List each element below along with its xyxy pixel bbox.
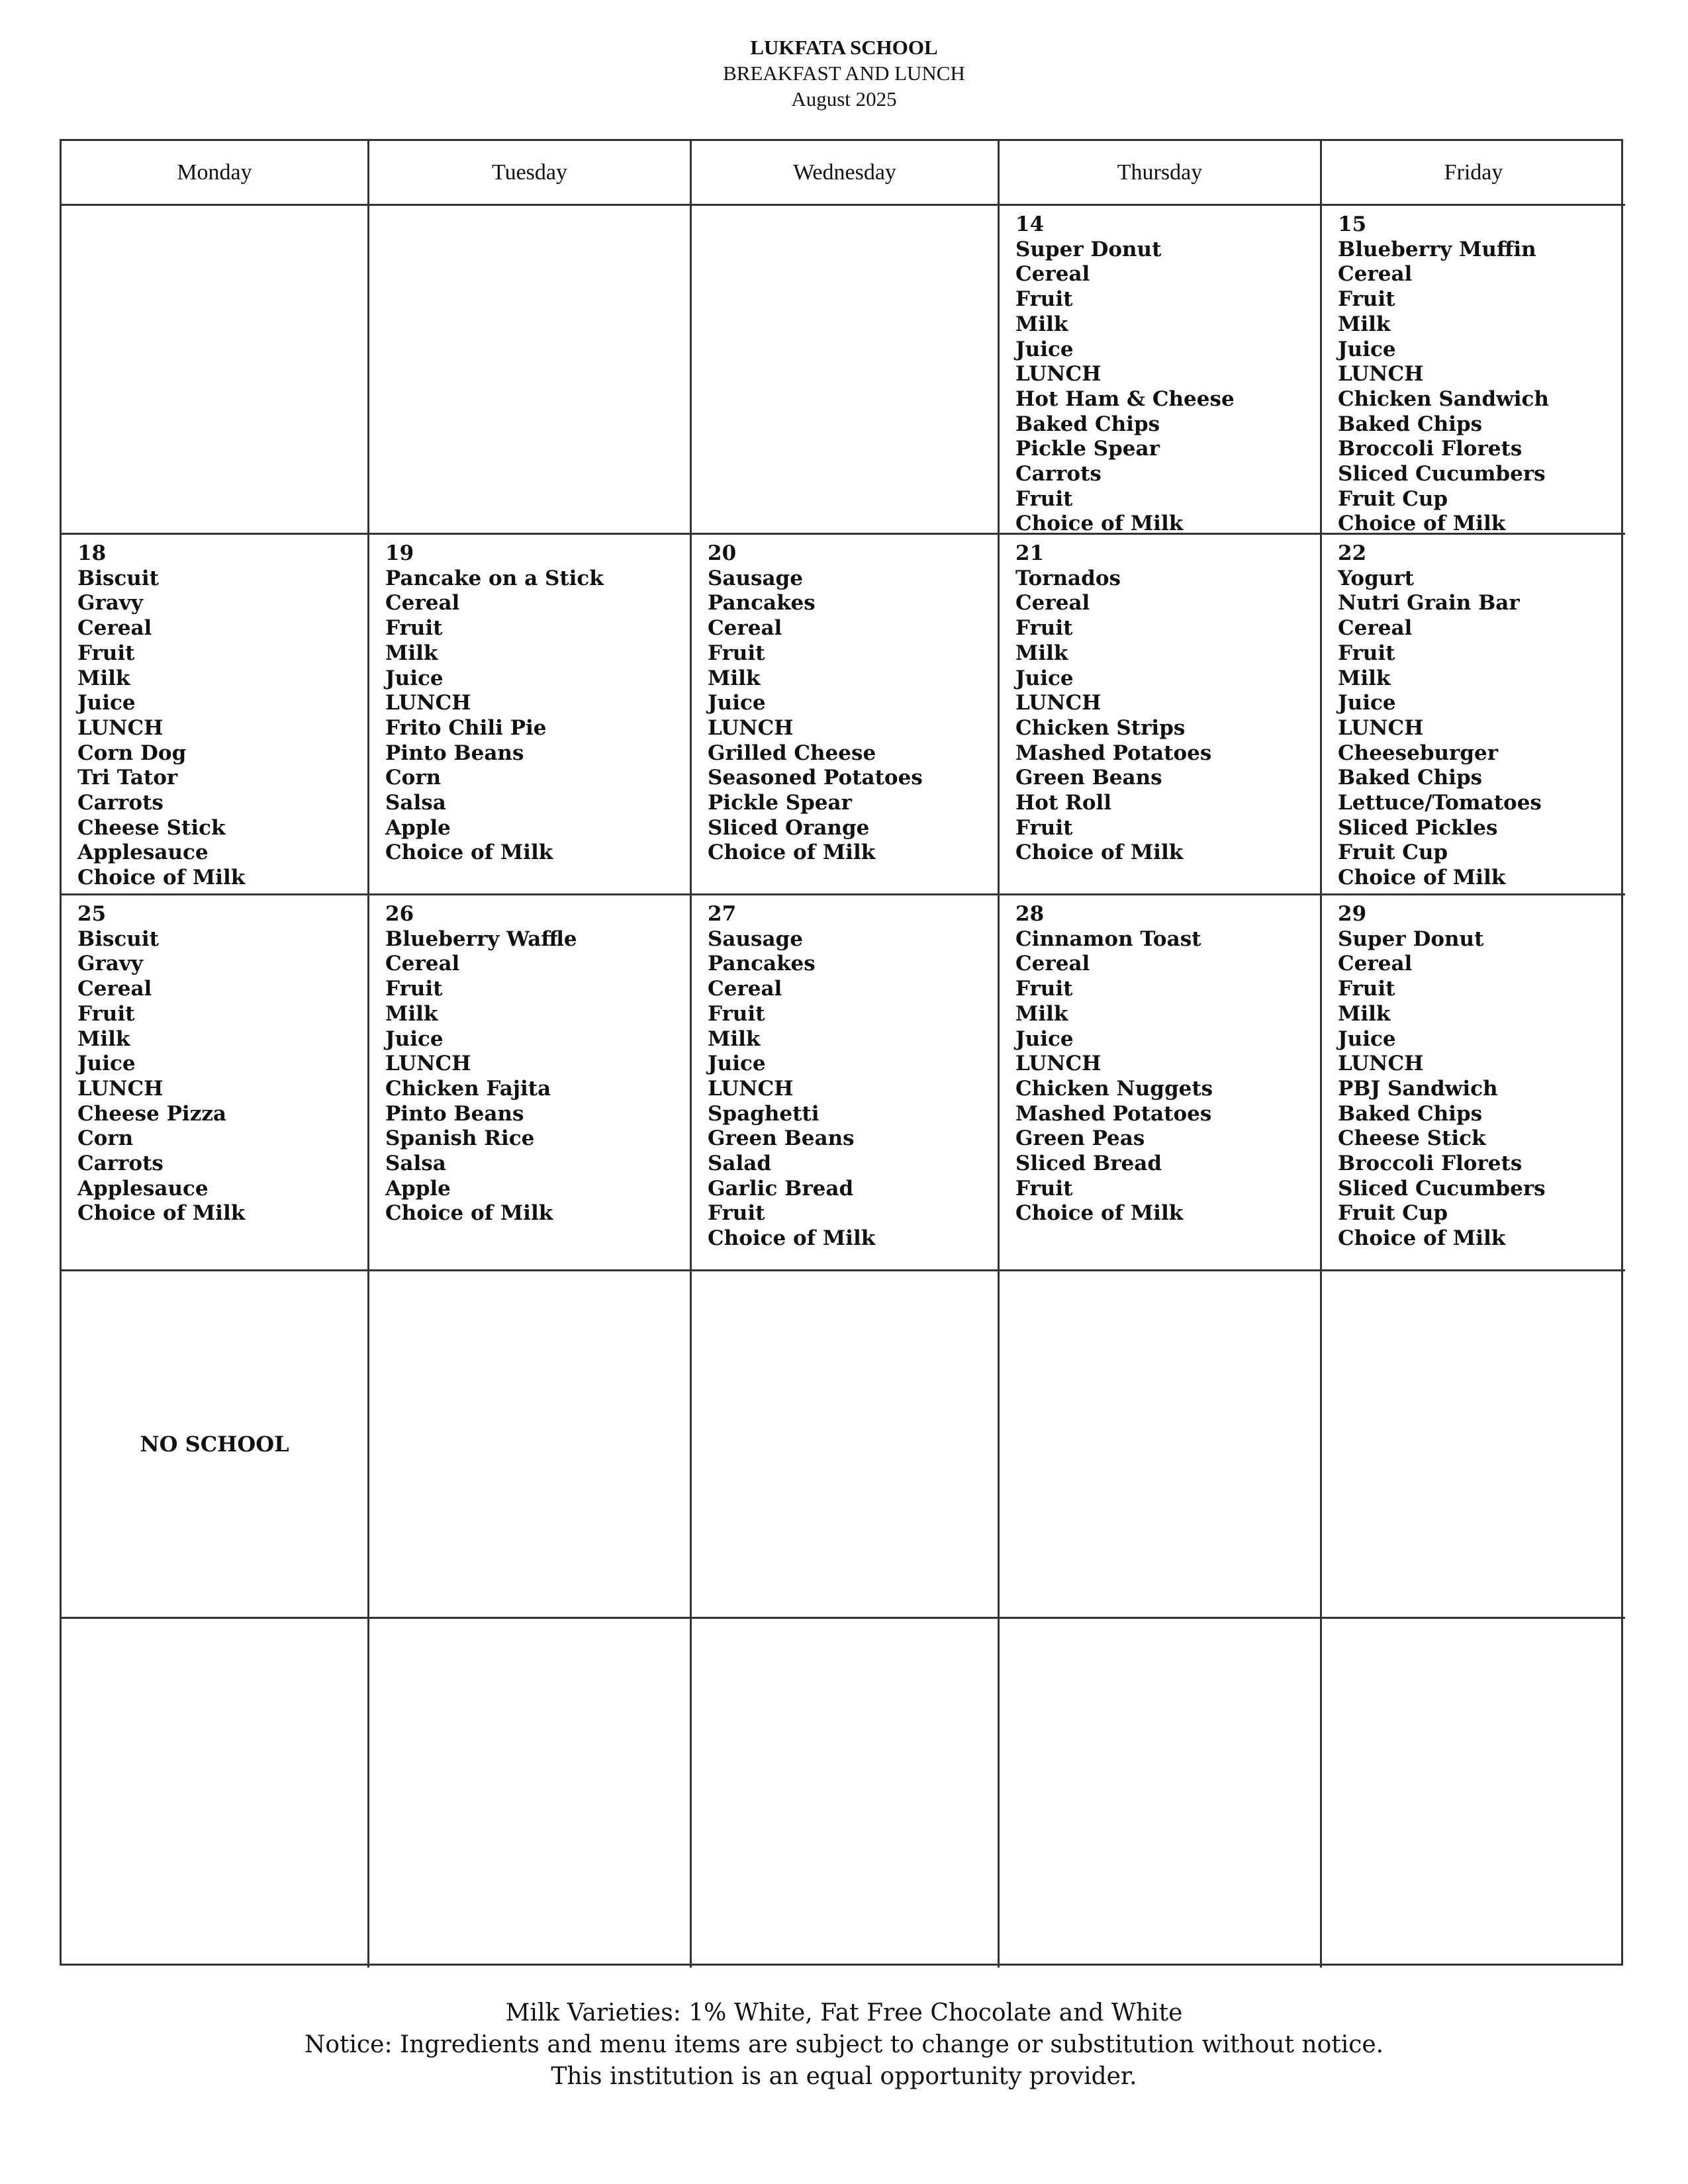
menu-item: Juice bbox=[1015, 666, 1074, 690]
menu-item: Salad bbox=[708, 1152, 772, 1176]
menu-item: Cinnamon Toast bbox=[1015, 927, 1201, 951]
date-number: 26 bbox=[385, 902, 414, 926]
menu-item: Baked Chips bbox=[1338, 1101, 1483, 1126]
menu-item: Cheese Pizza bbox=[77, 1101, 227, 1126]
menu-list bbox=[369, 895, 690, 1226]
school-name: LUKFATA SCHOOL bbox=[750, 36, 938, 59]
menu-item: Juice bbox=[1338, 337, 1396, 361]
lunch-heading: LUNCH bbox=[77, 1076, 164, 1101]
menu-item: Fruit bbox=[708, 1001, 765, 1026]
menu-item: Pinto Beans bbox=[385, 741, 524, 765]
empty-day-cell bbox=[1000, 1619, 1322, 1968]
menu-item: Blueberry Muffin bbox=[1338, 237, 1536, 261]
menu-item: Salsa bbox=[385, 1152, 446, 1176]
menu-item: Choice of Milk bbox=[77, 866, 246, 890]
menu-item: Hot Roll bbox=[1015, 791, 1112, 815]
menu-item: Baked Chips bbox=[1338, 412, 1483, 436]
menu-item: Pancakes bbox=[708, 952, 816, 976]
menu-item: Juice bbox=[77, 691, 136, 715]
day-cell-25 bbox=[62, 895, 369, 1271]
menu-item: Choice of Milk bbox=[708, 841, 876, 865]
date-number: 25 bbox=[77, 902, 107, 926]
menu-item: Milk bbox=[1338, 666, 1391, 690]
menu-item: Choice of Milk bbox=[708, 1226, 876, 1251]
menu-item: Hot Ham & Cheese bbox=[1015, 387, 1235, 411]
menu-item: Frito Chili Pie bbox=[385, 715, 547, 740]
day-cell-27 bbox=[692, 895, 1000, 1271]
menu-item: Choice of Milk bbox=[1338, 866, 1506, 890]
menu-item: Baked Chips bbox=[1338, 766, 1483, 790]
menu-calendar bbox=[60, 139, 1623, 1966]
day-cell-22 bbox=[1322, 535, 1625, 895]
menu-item: Fruit Cup bbox=[1338, 1201, 1448, 1226]
menu-item: Corn bbox=[385, 766, 442, 790]
menu-item: Fruit bbox=[385, 616, 443, 641]
menu-item: Milk bbox=[1015, 641, 1068, 665]
day-cell-21 bbox=[1000, 535, 1322, 895]
menu-item: Fruit bbox=[1015, 977, 1073, 1001]
menu-item: Milk bbox=[1015, 312, 1068, 336]
day-cell-no-school bbox=[62, 1271, 369, 1619]
menu-item: Juice bbox=[708, 1052, 766, 1076]
menu-item: Green Peas bbox=[1015, 1126, 1145, 1151]
menu-item: Apple bbox=[385, 815, 451, 840]
menu-item: Mashed Potatoes bbox=[1015, 741, 1212, 765]
menu-item: PBJ Sandwich bbox=[1338, 1076, 1498, 1101]
menu-item: Sliced Cucumbers bbox=[1338, 462, 1546, 486]
menu-item: Gravy bbox=[77, 591, 143, 615]
menu-item: Spanish Rice bbox=[385, 1126, 535, 1151]
menu-item: Chicken Strips bbox=[1015, 715, 1186, 740]
date-number: 28 bbox=[1015, 902, 1045, 926]
empty-day-cell bbox=[369, 206, 692, 535]
menu-list bbox=[692, 895, 998, 1251]
empty-day-cell bbox=[369, 1619, 692, 1968]
menu-item: Broccoli Florets bbox=[1338, 437, 1523, 461]
menu-item: Lettuce/Tomatoes bbox=[1338, 791, 1542, 815]
menu-item: Juice bbox=[1338, 691, 1396, 715]
menu-item: Mashed Potatoes bbox=[1015, 1101, 1212, 1126]
lunch-heading: LUNCH bbox=[1015, 1052, 1102, 1076]
menu-item: Milk bbox=[385, 1001, 438, 1026]
day-header-tuesday: Tuesday bbox=[369, 141, 692, 206]
menu-item: Gravy bbox=[77, 952, 143, 976]
menu-item: Blueberry Waffle bbox=[385, 927, 577, 951]
menu-item: Biscuit bbox=[77, 927, 159, 951]
menu-item: Juice bbox=[1015, 1026, 1074, 1051]
menu-item: Baked Chips bbox=[1015, 412, 1160, 436]
menu-item: Cheese Stick bbox=[77, 815, 226, 840]
menu-item: Milk bbox=[77, 1026, 130, 1051]
empty-day-cell bbox=[692, 1619, 1000, 1968]
empty-day-cell bbox=[692, 1271, 1000, 1619]
equal-opportunity-text: This institution is an equal opportunity provider. bbox=[551, 2063, 1137, 2090]
day-cell-14 bbox=[1000, 206, 1322, 535]
day-cell-18 bbox=[62, 535, 369, 895]
menu-item: Sliced Orange bbox=[708, 815, 870, 840]
lunch-heading: LUNCH bbox=[1338, 715, 1424, 740]
menu-item: Super Donut bbox=[1015, 237, 1162, 261]
lunch-heading: LUNCH bbox=[708, 715, 794, 740]
lunch-heading: LUNCH bbox=[1338, 1052, 1424, 1076]
menu-list bbox=[1322, 535, 1625, 891]
menu-item: Fruit bbox=[1015, 815, 1073, 840]
menu-list bbox=[1000, 206, 1320, 535]
menu-item: Fruit bbox=[708, 641, 765, 665]
menu-item: Choice of Milk bbox=[1015, 512, 1184, 535]
menu-item: Carrots bbox=[1015, 462, 1102, 486]
day-header-thursday: Thursday bbox=[1000, 141, 1322, 206]
menu-item: Spaghetti bbox=[708, 1101, 820, 1126]
menu-item: Milk bbox=[77, 666, 130, 690]
menu-subtitle: BREAKFAST AND LUNCH bbox=[723, 62, 965, 85]
menu-item: Fruit bbox=[708, 1201, 765, 1226]
menu-item: Juice bbox=[1338, 1026, 1396, 1051]
menu-item: Chicken Nuggets bbox=[1015, 1076, 1213, 1101]
menu-item: Milk bbox=[708, 666, 761, 690]
menu-item: Cereal bbox=[1015, 952, 1090, 976]
document-header bbox=[0, 34, 1688, 112]
menu-item: Fruit bbox=[1338, 641, 1395, 665]
day-cell-19 bbox=[369, 535, 692, 895]
date-number: 29 bbox=[1338, 902, 1367, 926]
menu-item: Juice bbox=[708, 691, 766, 715]
menu-item: Broccoli Florets bbox=[1338, 1152, 1523, 1176]
menu-item: Cereal bbox=[77, 616, 152, 641]
menu-item: Choice of Milk bbox=[1015, 1201, 1184, 1226]
menu-item: Choice of Milk bbox=[1338, 1226, 1506, 1251]
menu-item: Tornados bbox=[1015, 566, 1121, 590]
menu-item: Corn bbox=[77, 1126, 134, 1151]
menu-item: Cereal bbox=[1338, 616, 1413, 641]
menu-item: Seasoned Potatoes bbox=[708, 766, 923, 790]
empty-day-cell bbox=[62, 206, 369, 535]
menu-item: Grilled Cheese bbox=[708, 741, 876, 765]
menu-item: Fruit bbox=[1015, 616, 1073, 641]
menu-item: Juice bbox=[77, 1052, 136, 1076]
menu-item: Milk bbox=[708, 1026, 761, 1051]
menu-item: Fruit bbox=[77, 1001, 135, 1026]
menu-item: Carrots bbox=[77, 791, 164, 815]
menu-item: Milk bbox=[1338, 312, 1391, 336]
day-header-friday: Friday bbox=[1322, 141, 1625, 206]
menu-item: Choice of Milk bbox=[385, 841, 553, 865]
menu-item: Milk bbox=[385, 641, 438, 665]
menu-item: Pickle Spear bbox=[1015, 437, 1160, 461]
menu-item: Cereal bbox=[1338, 262, 1413, 287]
lunch-heading: LUNCH bbox=[77, 715, 164, 740]
menu-item: Cereal bbox=[385, 591, 460, 615]
menu-list bbox=[692, 535, 998, 866]
menu-item: Fruit bbox=[1015, 486, 1073, 511]
empty-day-cell bbox=[1000, 1271, 1322, 1619]
menu-item: Fruit bbox=[1015, 1176, 1073, 1201]
no-school-note: NO SCHOOL bbox=[140, 1432, 289, 1457]
date-number: 18 bbox=[77, 541, 107, 565]
date-number: 22 bbox=[1338, 541, 1367, 565]
day-cell-28 bbox=[1000, 895, 1322, 1271]
menu-item: Green Beans bbox=[1015, 766, 1162, 790]
day-cell-29 bbox=[1322, 895, 1625, 1271]
menu-item: Fruit bbox=[1015, 287, 1073, 312]
menu-list bbox=[1322, 206, 1625, 535]
menu-month: August 2025 bbox=[791, 87, 897, 111]
menu-item: Cheese Stick bbox=[1338, 1126, 1486, 1151]
menu-list bbox=[1322, 895, 1625, 1251]
date-number: 15 bbox=[1338, 212, 1367, 236]
notice-text: Notice: Ingredients and menu items are subject to change or substitution without notice. bbox=[304, 2031, 1384, 2058]
menu-list bbox=[1000, 895, 1320, 1226]
lunch-heading: LUNCH bbox=[385, 1052, 471, 1076]
empty-day-cell bbox=[1322, 1619, 1625, 1968]
menu-item: Milk bbox=[1338, 1001, 1391, 1026]
day-header-monday: Monday bbox=[62, 141, 369, 206]
date-number: 20 bbox=[708, 541, 737, 565]
milk-varieties: Milk Varieties: 1% White, Fat Free Chocolate and White bbox=[505, 1999, 1183, 2026]
menu-item: Choice of Milk bbox=[1338, 512, 1506, 535]
menu-item: Cereal bbox=[708, 977, 782, 1001]
menu-item: Juice bbox=[1015, 337, 1074, 361]
menu-item: Cereal bbox=[1338, 952, 1413, 976]
menu-item: Carrots bbox=[77, 1152, 164, 1176]
lunch-heading: LUNCH bbox=[1015, 691, 1102, 715]
lunch-heading: LUNCH bbox=[1338, 362, 1424, 387]
day-cell-20 bbox=[692, 535, 1000, 895]
menu-item: Fruit bbox=[77, 641, 135, 665]
menu-list bbox=[62, 895, 367, 1226]
lunch-heading: LUNCH bbox=[1015, 362, 1102, 387]
menu-list bbox=[369, 535, 690, 866]
lunch-heading: LUNCH bbox=[385, 691, 471, 715]
menu-item: Choice of Milk bbox=[385, 1201, 553, 1226]
menu-item: Apple bbox=[385, 1176, 451, 1201]
menu-item: Choice of Milk bbox=[1015, 841, 1184, 865]
empty-day-cell bbox=[692, 206, 1000, 535]
menu-list bbox=[1000, 535, 1320, 866]
menu-item: Fruit bbox=[385, 977, 443, 1001]
menu-item: Pickle Spear bbox=[708, 791, 852, 815]
menu-item: Pancakes bbox=[708, 591, 816, 615]
menu-item: Nutri Grain Bar bbox=[1338, 591, 1520, 615]
menu-item: Sliced Cucumbers bbox=[1338, 1176, 1546, 1201]
menu-item: Pinto Beans bbox=[385, 1101, 524, 1126]
menu-item: Pancake on a Stick bbox=[385, 566, 604, 590]
menu-item: Cereal bbox=[77, 977, 152, 1001]
date-number: 21 bbox=[1015, 541, 1045, 565]
menu-item: Sausage bbox=[708, 927, 803, 951]
menu-item: Yogurt bbox=[1338, 566, 1414, 590]
menu-item: Applesauce bbox=[77, 841, 209, 865]
menu-item: Chicken Fajita bbox=[385, 1076, 551, 1101]
day-cell-15 bbox=[1322, 206, 1625, 535]
document-footer bbox=[0, 1997, 1688, 2093]
menu-item: Cereal bbox=[1015, 591, 1090, 615]
menu-item: Chicken Sandwich bbox=[1338, 387, 1549, 411]
menu-item: Choice of Milk bbox=[77, 1201, 246, 1226]
menu-item: Fruit Cup bbox=[1338, 841, 1448, 865]
menu-item: Fruit bbox=[1338, 287, 1395, 312]
menu-item: Cheeseburger bbox=[1338, 741, 1499, 765]
menu-item: Green Beans bbox=[708, 1126, 855, 1151]
empty-day-cell bbox=[1322, 1271, 1625, 1619]
menu-item: Sliced Pickles bbox=[1338, 815, 1498, 840]
empty-day-cell bbox=[369, 1271, 692, 1619]
menu-item: Garlic Bread bbox=[708, 1176, 854, 1201]
date-number: 14 bbox=[1015, 212, 1045, 236]
menu-item: Fruit bbox=[1338, 977, 1395, 1001]
menu-item: Juice bbox=[385, 666, 444, 690]
menu-item: Cereal bbox=[708, 616, 782, 641]
empty-day-cell bbox=[62, 1619, 369, 1968]
menu-item: Cereal bbox=[385, 952, 460, 976]
date-number: 19 bbox=[385, 541, 414, 565]
menu-item: Applesauce bbox=[77, 1176, 209, 1201]
menu-item: Fruit Cup bbox=[1338, 486, 1448, 511]
menu-item: Corn Dog bbox=[77, 741, 187, 765]
menu-item: Cereal bbox=[1015, 262, 1090, 287]
menu-item: Juice bbox=[385, 1026, 444, 1051]
day-cell-26 bbox=[369, 895, 692, 1271]
date-number: 27 bbox=[708, 902, 737, 926]
menu-item: Super Donut bbox=[1338, 927, 1484, 951]
menu-item: Salsa bbox=[385, 791, 446, 815]
lunch-heading: LUNCH bbox=[708, 1076, 794, 1101]
menu-item: Biscuit bbox=[77, 566, 159, 590]
menu-item: Sliced Bread bbox=[1015, 1152, 1162, 1176]
day-header-wednesday: Wednesday bbox=[692, 141, 1000, 206]
menu-list bbox=[62, 535, 367, 891]
menu-item: Milk bbox=[1015, 1001, 1068, 1026]
menu-item: Tri Tator bbox=[77, 766, 178, 790]
menu-item: Sausage bbox=[708, 566, 803, 590]
